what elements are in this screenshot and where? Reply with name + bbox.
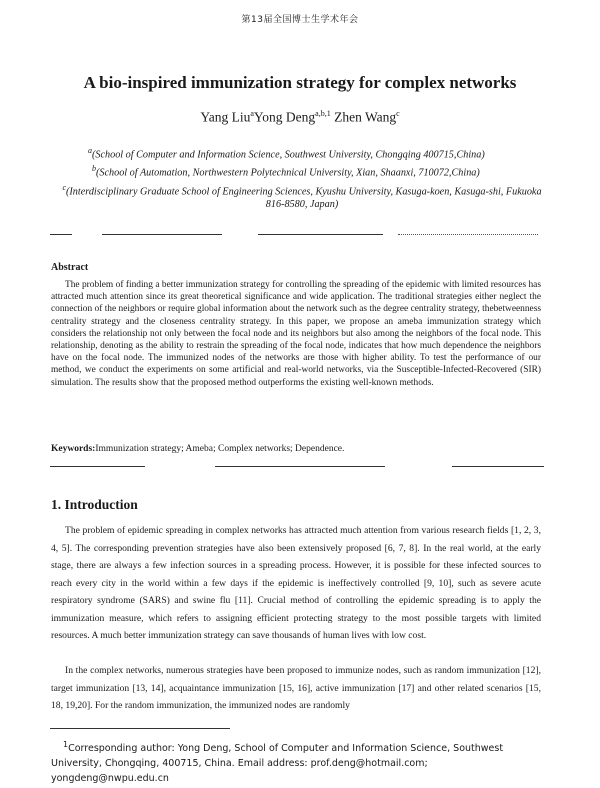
abstract-body: The problem of finding a better immunization strategy for controlling the spreading of the epidemic with limited resources has attracted much attention since its great theoretical significance and wide application. The traditional strategies either neglect the connection of the neighbors or require global information about the network such as the degree centrality strategy, thebetweenness centrality strategy and the closeness centrality strategy. In this paper, we propose an ameba immunization strategy which considers the relationship not only between the focal node and its neighbors but also among the neighbors of the focal node. This relationship, denoting as the ability to restrain the spreading of the focal node, indicates that how much dependence the neighbors have on the focal node. The immunized nodes of the networks are those with higher ability. To test the performance of our method, we conduct the experiments on some artificial and real-world networks, via the Susceptible-Infected-Recovered (SIR) simulation. The results show that the proposed method outperforms the existing well-known methods. (51, 280, 541, 388)
intro-paragraph-1: The problem of epidemic spreading in complex networks has attracted much attention from various research fields [1, 2, 3, 4, 5]. The corresponding prevention strategies have also been extensively proposed [6, 7, 8]. In the real world, at the early stage, there are always a few infection sources in a spreading process. However, it is possible for these infected sources to reach every city in the world within a few days if the epidemic is ineffectively controlled [9, 10], such as severe acute respiratory syndrome (SARS) and swine flu [11]. Crucial method of controlling the epidemic spreading is to apply the immunization measure, which refers to assigning efficient protecting strategy to the most possible targets with limited resources. A much better immunization strategy can save thousands of human lives with low cost. (51, 525, 541, 641)
footnote (51, 737, 546, 786)
paper-title: A bio-inspired immunization strategy for complex networks (83, 73, 517, 92)
separator-rule (258, 234, 383, 235)
author-name: Zhen Wang (334, 109, 397, 125)
footnote-mark: 1 (63, 740, 69, 749)
footnote-rule (50, 728, 230, 729)
keywords-line (51, 444, 344, 454)
conference-header: 第13届全国博士生学术年会 (241, 15, 359, 25)
section-heading-introduction: 1. Introduction (51, 497, 138, 512)
affiliation-c (62, 181, 542, 211)
author-name: Yong Deng (253, 109, 316, 125)
abstract-heading: Abstract (51, 262, 89, 273)
affiliation-a (88, 144, 485, 161)
separator-rule (398, 234, 538, 235)
keywords-label: Keywords: (51, 444, 96, 454)
separator-rule (50, 466, 145, 467)
keywords-text: Immunization strategy; Ameba; Complex networks; Dependence. (95, 444, 345, 454)
affiliation-mark: a (88, 146, 92, 155)
affiliation-b (92, 162, 480, 179)
affiliation-text: (Interdisciplinary Graduate School of Engineering Sciences, Kyushu University, Kasuga-koen, Kasuga-shi, Fukuoka 816-8580, Japan) (66, 186, 542, 211)
affiliation-text: (School of Automation, Northwestern Polytechnical University, Xian, Shaanxi, 710072,China) (96, 167, 480, 179)
intro-paragraph-2: In the complex networks, numerous strategies have been proposed to immunize nodes, such as random immunization [12], target immunization [13, 14], acquaintance immunization [15, 16], active immunization [17] and other related scenarios [15, 18, 19,20]. For the random immunization, the immunized nodes are randomly (51, 665, 541, 711)
author-line (0, 109, 600, 126)
separator-rule (215, 466, 385, 467)
author-name: Yang Liu (200, 109, 251, 125)
affiliation-text: (School of Computer and Information Science, Southwest University, Chongqing 400715,China) (92, 149, 485, 161)
separator-rule (452, 466, 544, 467)
affiliation-mark: b (92, 164, 96, 173)
separator-rule (50, 234, 72, 235)
author-superscript: a (250, 109, 254, 118)
separator-rule (102, 234, 222, 235)
author-superscript: a,b,1 (315, 109, 331, 118)
affiliation-mark: c (62, 183, 67, 192)
footnote-text: Corresponding author: Yong Deng, School of Computer and Information Science, Southwest University, Chongqing, 400715, China. Email address: prof.deng@hotmail.com; yongdeng@nwpu.edu.cn (51, 743, 504, 785)
author-superscript: c (396, 109, 400, 118)
